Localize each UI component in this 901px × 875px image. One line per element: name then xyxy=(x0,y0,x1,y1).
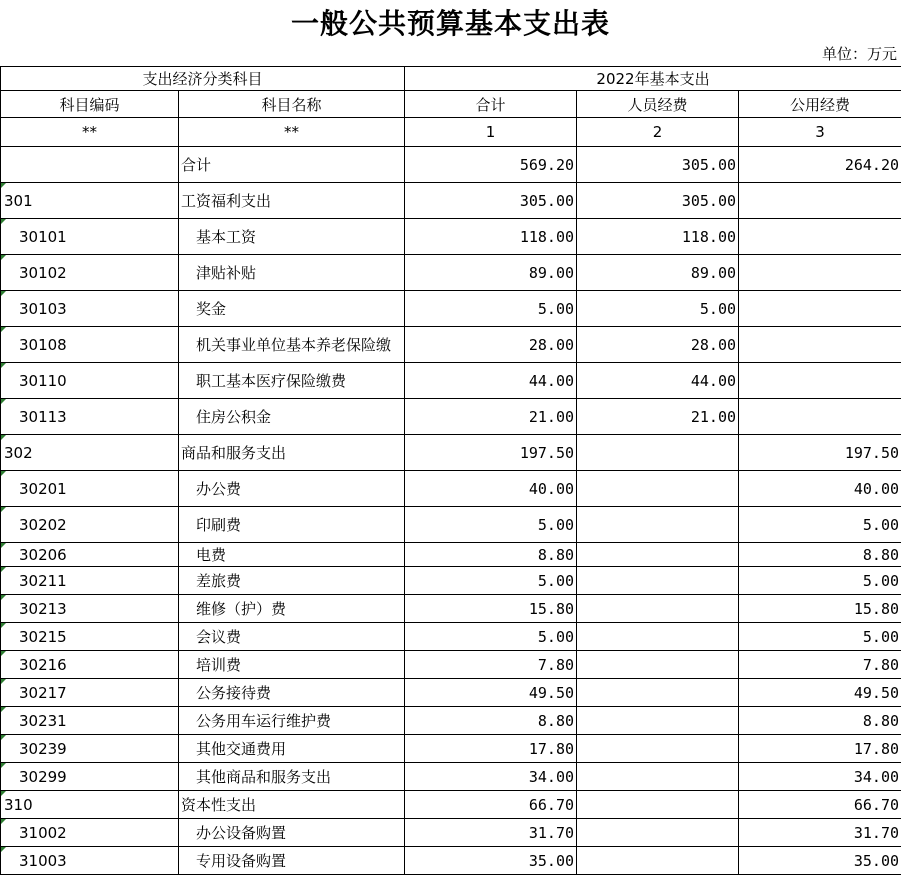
cell-public xyxy=(739,255,901,291)
cell-personnel xyxy=(577,435,739,471)
cell-total: 17.80 xyxy=(405,735,577,763)
header-code: 科目编码 xyxy=(1,91,179,118)
cell-public: 7.80 xyxy=(739,651,901,679)
cell-total: 5.00 xyxy=(405,567,577,595)
table-row xyxy=(1,471,901,507)
index-personnel: 2 xyxy=(577,118,739,147)
table-row xyxy=(1,567,901,595)
table-row xyxy=(1,399,901,435)
cell-code: 30216 xyxy=(1,651,179,679)
cell-code: 30213 xyxy=(1,595,179,623)
cell-personnel xyxy=(577,567,739,595)
cell-code: 30206 xyxy=(1,543,179,567)
cell-personnel: 305.00 xyxy=(577,147,739,183)
header-column-row xyxy=(1,91,901,118)
header-group-left: 支出经济分类科目 xyxy=(1,67,405,91)
cell-code: 30211 xyxy=(1,567,179,595)
cell-name: 电费 xyxy=(179,543,405,567)
cell-code: 30202 xyxy=(1,507,179,543)
cell-total: 118.00 xyxy=(405,219,577,255)
cell-public: 15.80 xyxy=(739,595,901,623)
cell-public xyxy=(739,363,901,399)
cell-code: 301 xyxy=(1,183,179,219)
cell-personnel: 89.00 xyxy=(577,255,739,291)
cell-personnel xyxy=(577,819,739,847)
cell-name: 合计 xyxy=(179,147,405,183)
cell-total: 28.00 xyxy=(405,327,577,363)
table-row xyxy=(1,791,901,819)
cell-personnel: 21.00 xyxy=(577,399,739,435)
cell-code: 30110 xyxy=(1,363,179,399)
table-row xyxy=(1,623,901,651)
cell-code: 310 xyxy=(1,791,179,819)
table-row xyxy=(1,291,901,327)
cell-total: 197.50 xyxy=(405,435,577,471)
cell-total: 5.00 xyxy=(405,623,577,651)
cell-personnel xyxy=(577,623,739,651)
cell-total: 305.00 xyxy=(405,183,577,219)
cell-name: 津贴补贴 xyxy=(179,255,405,291)
cell-personnel: 118.00 xyxy=(577,219,739,255)
cell-name: 办公设备购置 xyxy=(179,819,405,847)
cell-total: 7.80 xyxy=(405,651,577,679)
table-row xyxy=(1,183,901,219)
table-row xyxy=(1,219,901,255)
cell-public xyxy=(739,219,901,255)
cell-name: 职工基本医疗保险缴费 xyxy=(179,363,405,399)
cell-public: 8.80 xyxy=(739,707,901,735)
cell-public: 5.00 xyxy=(739,507,901,543)
cell-public xyxy=(739,291,901,327)
cell-personnel xyxy=(577,651,739,679)
cell-code: 30103 xyxy=(1,291,179,327)
cell-total: 34.00 xyxy=(405,763,577,791)
cell-name: 办公费 xyxy=(179,471,405,507)
table-row xyxy=(1,651,901,679)
cell-name: 住房公积金 xyxy=(179,399,405,435)
table-row xyxy=(1,595,901,623)
table-row xyxy=(1,327,901,363)
budget-table xyxy=(0,66,901,875)
cell-name: 资本性支出 xyxy=(179,791,405,819)
cell-personnel xyxy=(577,791,739,819)
index-public: 3 xyxy=(739,118,901,147)
cell-name: 其他商品和服务支出 xyxy=(179,763,405,791)
unit-label: 单位：万元 xyxy=(822,44,897,64)
table-row xyxy=(1,847,901,875)
header-name: 科目名称 xyxy=(179,91,405,118)
cell-total: 31.70 xyxy=(405,819,577,847)
table-row xyxy=(1,435,901,471)
index-name: ** xyxy=(179,118,405,147)
cell-public: 34.00 xyxy=(739,763,901,791)
cell-code: 30217 xyxy=(1,679,179,707)
header-personnel: 人员经费 xyxy=(577,91,739,118)
cell-total: 8.80 xyxy=(405,543,577,567)
cell-code: 30299 xyxy=(1,763,179,791)
cell-total: 8.80 xyxy=(405,707,577,735)
cell-name: 其他交通费用 xyxy=(179,735,405,763)
table-row xyxy=(1,679,901,707)
cell-public xyxy=(739,183,901,219)
cell-public: 35.00 xyxy=(739,847,901,875)
cell-total: 569.20 xyxy=(405,147,577,183)
cell-personnel: 305.00 xyxy=(577,183,739,219)
cell-public xyxy=(739,399,901,435)
cell-public: 40.00 xyxy=(739,471,901,507)
cell-name: 会议费 xyxy=(179,623,405,651)
header-public: 公用经费 xyxy=(739,91,901,118)
cell-code: 302 xyxy=(1,435,179,471)
cell-personnel xyxy=(577,679,739,707)
cell-name: 维修（护）费 xyxy=(179,595,405,623)
table-row xyxy=(1,763,901,791)
cell-total: 35.00 xyxy=(405,847,577,875)
cell-code: 30239 xyxy=(1,735,179,763)
cell-public: 8.80 xyxy=(739,543,901,567)
cell-name: 公务接待费 xyxy=(179,679,405,707)
cell-personnel: 5.00 xyxy=(577,291,739,327)
table-row xyxy=(1,735,901,763)
cell-name: 奖金 xyxy=(179,291,405,327)
cell-public: 264.20 xyxy=(739,147,901,183)
cell-public: 31.70 xyxy=(739,819,901,847)
cell-public: 5.00 xyxy=(739,623,901,651)
cell-name: 机关事业单位基本养老保险缴 xyxy=(179,327,405,363)
cell-total: 21.00 xyxy=(405,399,577,435)
cell-personnel xyxy=(577,471,739,507)
header-group-right: 2022年基本支出 xyxy=(405,67,901,91)
table-row xyxy=(1,363,901,399)
cell-personnel xyxy=(577,735,739,763)
cell-public: 66.70 xyxy=(739,791,901,819)
cell-total: 5.00 xyxy=(405,291,577,327)
page-title: 一般公共预算基本支出表 xyxy=(0,4,901,44)
table-row xyxy=(1,507,901,543)
cell-name: 商品和服务支出 xyxy=(179,435,405,471)
header-index-row xyxy=(1,118,901,147)
cell-code: 31003 xyxy=(1,847,179,875)
cell-total: 40.00 xyxy=(405,471,577,507)
cell-total: 89.00 xyxy=(405,255,577,291)
cell-public: 5.00 xyxy=(739,567,901,595)
cell-public xyxy=(739,327,901,363)
cell-name: 培训费 xyxy=(179,651,405,679)
cell-total: 15.80 xyxy=(405,595,577,623)
cell-code: 30113 xyxy=(1,399,179,435)
cell-personnel xyxy=(577,763,739,791)
cell-code: 30231 xyxy=(1,707,179,735)
cell-personnel: 44.00 xyxy=(577,363,739,399)
cell-code: 30108 xyxy=(1,327,179,363)
cell-name: 工资福利支出 xyxy=(179,183,405,219)
cell-personnel xyxy=(577,847,739,875)
header-group-row xyxy=(1,67,901,91)
cell-name: 基本工资 xyxy=(179,219,405,255)
cell-personnel xyxy=(577,507,739,543)
cell-personnel: 28.00 xyxy=(577,327,739,363)
cell-name: 公务用车运行维护费 xyxy=(179,707,405,735)
cell-code: 31002 xyxy=(1,819,179,847)
cell-public: 49.50 xyxy=(739,679,901,707)
cell-name: 差旅费 xyxy=(179,567,405,595)
table-row xyxy=(1,147,901,183)
cell-code: 30102 xyxy=(1,255,179,291)
table-row xyxy=(1,819,901,847)
cell-personnel xyxy=(577,707,739,735)
cell-total: 49.50 xyxy=(405,679,577,707)
cell-total: 44.00 xyxy=(405,363,577,399)
table-row xyxy=(1,707,901,735)
cell-public: 17.80 xyxy=(739,735,901,763)
table-row xyxy=(1,255,901,291)
cell-total: 66.70 xyxy=(405,791,577,819)
cell-code xyxy=(1,147,179,183)
cell-code: 30201 xyxy=(1,471,179,507)
index-code: ** xyxy=(1,118,179,147)
cell-name: 印刷费 xyxy=(179,507,405,543)
cell-personnel xyxy=(577,543,739,567)
cell-personnel xyxy=(577,595,739,623)
cell-code: 30215 xyxy=(1,623,179,651)
table-row xyxy=(1,543,901,567)
index-total: 1 xyxy=(405,118,577,147)
header-total: 合计 xyxy=(405,91,577,118)
cell-public: 197.50 xyxy=(739,435,901,471)
cell-total: 5.00 xyxy=(405,507,577,543)
cell-name: 专用设备购置 xyxy=(179,847,405,875)
cell-code: 30101 xyxy=(1,219,179,255)
